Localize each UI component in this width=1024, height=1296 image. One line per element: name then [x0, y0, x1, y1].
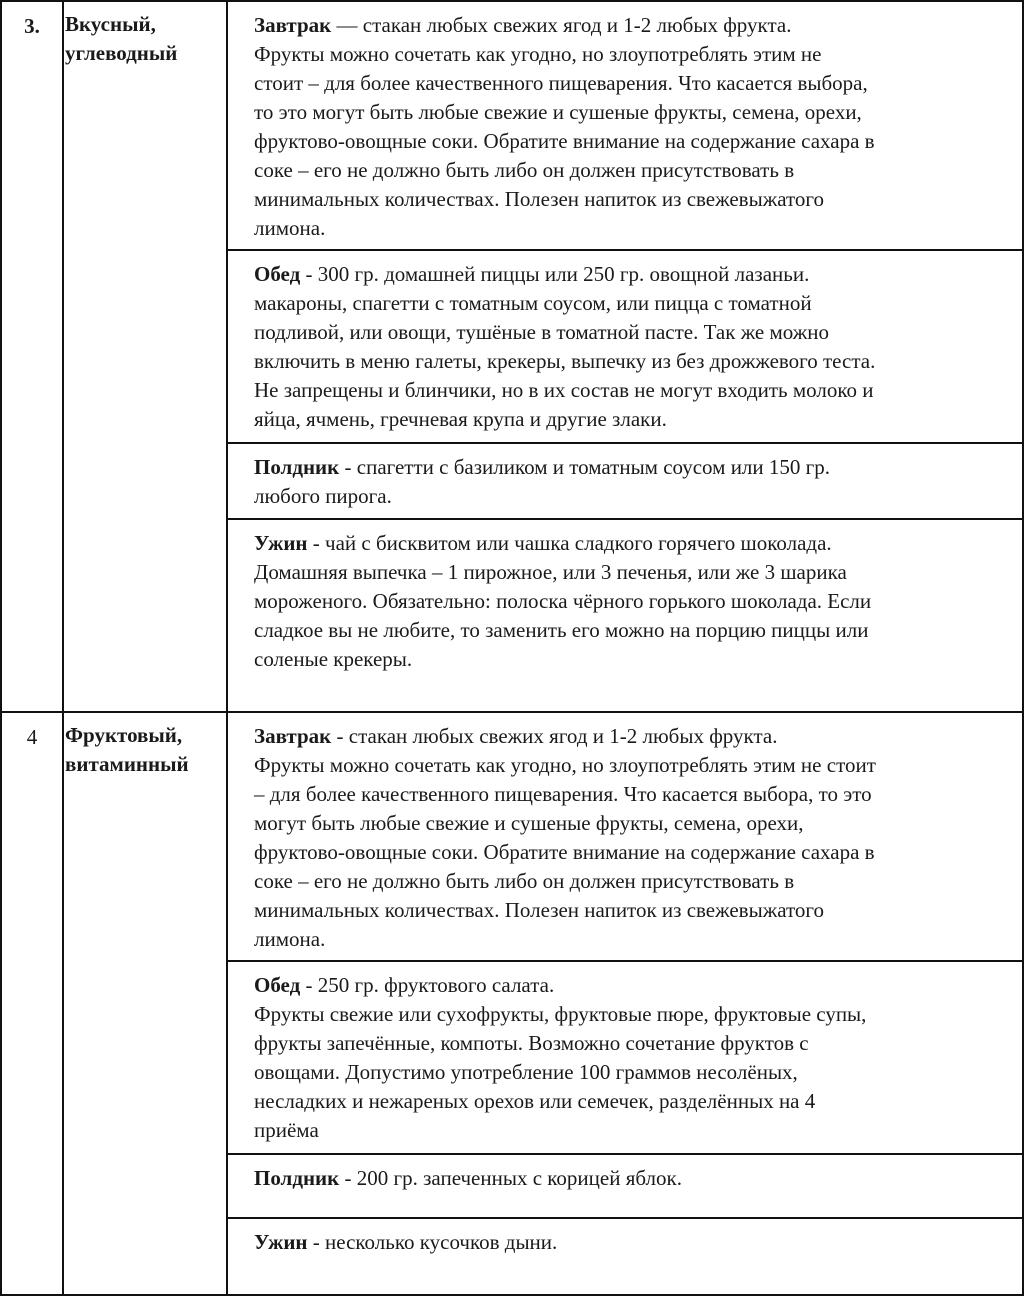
- meal-text-line: Фрукты можно сочетать как угодно, но злоупотреблять этим не стоит: [254, 753, 876, 777]
- diet-name: [63, 1, 227, 712]
- meal-snack: [227, 1154, 1023, 1218]
- meal-text-line: яйца, ячмень, гречневая крупа и другие злаки.: [254, 407, 667, 431]
- diet-number: 3.: [1, 1, 63, 712]
- table-row: [1, 712, 1023, 961]
- meal-first-line: [254, 1228, 1002, 1257]
- meal-breakfast: [227, 1, 1023, 250]
- diet-name-line: витаминный: [65, 752, 189, 776]
- table-row: [1, 1, 1023, 250]
- meal-text-line: любого пирога.: [254, 484, 392, 508]
- meal-label: Ужин: [254, 1230, 308, 1254]
- meal-text-line: соке – его не должно быть либо он должен присутствовать в: [254, 869, 795, 893]
- meal-lunch: [227, 961, 1023, 1154]
- meal-first-line: [254, 11, 1002, 40]
- meal-label: Обед: [254, 262, 301, 286]
- meal-text: - 200 гр. запеченных с корицей яблок.: [339, 1166, 682, 1190]
- meal-text-line: Фрукты можно сочетать как угодно, но злоупотреблять этим не: [254, 42, 822, 66]
- meal-dinner: [227, 1218, 1023, 1295]
- meal-text: - несколько кусочков дыни.: [307, 1230, 558, 1254]
- meal-first-line: [254, 722, 1002, 751]
- meal-text: - спагетти с базиликом и томатным соусом или 150 гр.: [339, 455, 831, 479]
- diet-name: [63, 712, 227, 1295]
- meal-snack: [227, 443, 1023, 519]
- meal-text: - стакан любых свежих ягод и 1-2 любых фрукта.: [331, 724, 778, 748]
- meal-breakfast: [227, 712, 1023, 961]
- meal-text-line: – для более качественного пищеварения. Что касается выбора, то это: [254, 782, 872, 806]
- meal-text-line: подливой, или овощи, тушёные в томатной пасте. Так же можно: [254, 320, 830, 344]
- meal-text-line: фруктово-овощные соки. Обратите внимание на содержание сахара в: [254, 840, 875, 864]
- meal-text-line: фрукты запечённые, компоты. Возможно сочетание фруктов с: [254, 1031, 809, 1055]
- meal-text-line: Домашняя выпечка – 1 пирожное, или 3 печенья, или же 3 шарика: [254, 560, 847, 584]
- meal-text-line: сладкое вы не любите, то заменить его можно на порцию пиццы или: [254, 618, 869, 642]
- meal-text-line: Фрукты свежие или сухофрукты, фруктовые пюре, фруктовые супы,: [254, 1002, 867, 1026]
- meal-text-line: мороженого. Обязательно: полоска чёрного горького шоколада. Если: [254, 589, 872, 613]
- diet-name-line: Фруктовый,: [65, 723, 183, 747]
- meal-label: Полдник: [254, 455, 340, 479]
- meal-lunch: [227, 250, 1023, 443]
- meal-text-line: макароны, спагетти с томатным соусом, или пицца с томатной: [254, 291, 812, 315]
- meal-text-line: овощами. Допустимо употребление 100 граммов несолёных,: [254, 1060, 798, 1084]
- meal-label: Полдник: [254, 1166, 340, 1190]
- meal-text-line: Не запрещены и блинчики, но в их состав не могут входить молоко и: [254, 378, 874, 402]
- meal-dinner: [227, 519, 1023, 712]
- meal-first-line: [254, 529, 1002, 558]
- meal-text-line: то это могут быть любые свежие и сушеные фрукты, семена, орехи,: [254, 100, 862, 124]
- meal-label: Завтрак: [254, 13, 332, 37]
- meal-text-line: приёма: [254, 1118, 319, 1142]
- meal-text-line: лимона.: [254, 927, 326, 951]
- meal-first-line: [254, 1164, 1002, 1193]
- meal-text: — стакан любых свежих ягод и 1-2 любых фрукта.: [331, 13, 792, 37]
- meal-first-line: [254, 453, 1002, 482]
- meal-text: - чай с бисквитом или чашка сладкого горячего шоколада.: [307, 531, 832, 555]
- meal-text: - 250 гр. фруктового салата.: [300, 973, 555, 997]
- meal-first-line: [254, 260, 1002, 289]
- meal-text-line: минимальных количествах. Полезен напиток из свежевыжатого: [254, 187, 824, 211]
- meal-label: Завтрак: [254, 724, 332, 748]
- meal-text-line: фруктово-овощные соки. Обратите внимание на содержание сахара в: [254, 129, 875, 153]
- meal-text-line: могут быть любые свежие и сушеные фрукты, семена, орехи,: [254, 811, 804, 835]
- diet-number: 4: [1, 712, 63, 1295]
- meal-text-line: соке – его не должно быть либо он должен присутствовать в: [254, 158, 795, 182]
- meal-text-line: стоит – для более качественного пищеварения. Что касается выбора,: [254, 71, 868, 95]
- meal-text: - 300 гр. домашней пиццы или 250 гр. овощной лазаньи.: [300, 262, 810, 286]
- diet-name-line: Вкусный,: [65, 12, 156, 36]
- meal-text-line: минимальных количествах. Полезен напиток из свежевыжатого: [254, 898, 824, 922]
- meal-text-line: соленые крекеры.: [254, 647, 413, 671]
- diet-name-line: углеводный: [65, 41, 178, 65]
- meal-label: Ужин: [254, 531, 308, 555]
- meal-text-line: несладких и нежареных орехов или семечек, разделённых на 4: [254, 1089, 816, 1113]
- meal-label: Обед: [254, 973, 301, 997]
- meal-text-line: лимона.: [254, 216, 326, 240]
- meal-first-line: [254, 971, 1002, 1000]
- meal-text-line: включить в меню галеты, крекеры, выпечку из без дрожжевого теста.: [254, 349, 876, 373]
